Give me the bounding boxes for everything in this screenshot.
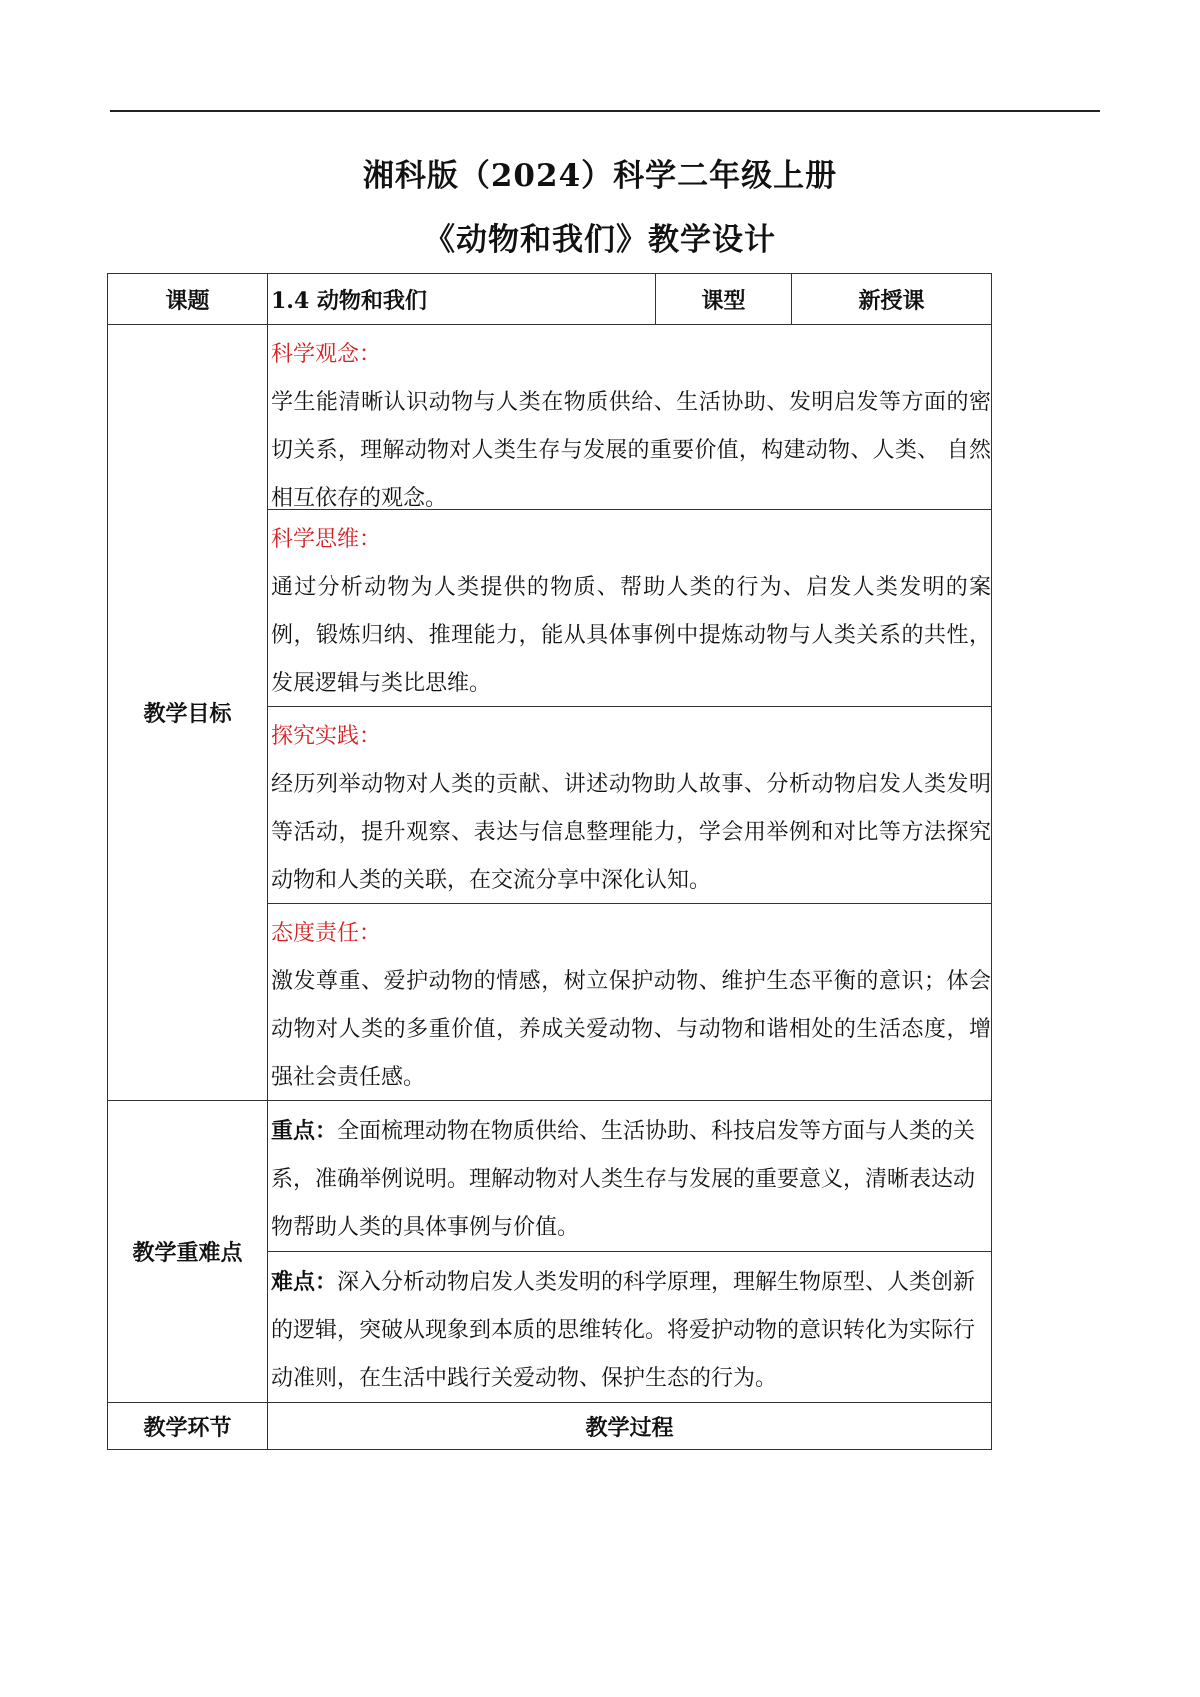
focus-body: 全面梳理动物在物质供给、生活协助、科技启发等方面与人类的关系，准确举例说明。理解动物对人类生存与发展的重要意义，清晰表达动物帮助人类的具体事例与价值。 bbox=[271, 1119, 976, 1240]
process-header-row bbox=[108, 1403, 992, 1450]
document-title: 湘科版（2024）科学二年级上册 bbox=[362, 158, 838, 194]
objective-heading: 科学思维： bbox=[271, 527, 382, 552]
objective-heading: 探究实践： bbox=[271, 724, 382, 749]
objective-heading: 科学观念： bbox=[271, 342, 382, 367]
lesson-type-label: 课型 bbox=[656, 274, 792, 325]
objective-cell bbox=[268, 325, 992, 510]
objective-cell bbox=[268, 510, 992, 707]
topic-label: 课题 bbox=[108, 274, 268, 325]
focus-cell bbox=[268, 1101, 992, 1252]
objective-heading: 态度责任： bbox=[271, 921, 382, 946]
objective-body: 通过分析动物为人类提供的物质、帮助人类的行为、启发人类发明的案例，锻炼归纳、推理能力，能从具体事例中提炼动物与人类关系的共性，发展逻辑与类比思维。 bbox=[271, 575, 991, 696]
document-subtitle: 《动物和我们》教学设计 bbox=[424, 222, 776, 258]
focus-row bbox=[108, 1101, 992, 1252]
focus-lead: 重点： bbox=[271, 1118, 338, 1144]
lesson-type-value: 新授课 bbox=[792, 274, 992, 325]
topic-value: 1.4 动物和我们 bbox=[268, 274, 656, 325]
top-rule bbox=[110, 110, 1100, 112]
objective-row-concept bbox=[108, 325, 992, 510]
objectives-label: 教学目标 bbox=[108, 325, 268, 1101]
objective-body: 激发尊重、爱护动物的情感，树立保护动物、维护生态平衡的意识；体会动物对人类的多重价值，养成关爱动物、与动物和谐相处的生活态度，增强社会责任感。 bbox=[271, 969, 991, 1090]
difficulty-cell bbox=[268, 1252, 992, 1403]
objective-cell bbox=[268, 707, 992, 904]
difficulty-body: 深入分析动物启发人类发明的科学原理，理解生物原型、人类创新的逻辑，突破从现象到本质的思维转化。将爱护动物的意识转化为实际行动准则，在生活中践行关爱动物、保护生态的行为。 bbox=[271, 1270, 976, 1391]
lesson-plan-table bbox=[107, 273, 992, 1450]
key-points-label: 教学重难点 bbox=[108, 1101, 268, 1403]
topic-row bbox=[108, 274, 992, 325]
objective-cell bbox=[268, 904, 992, 1101]
process-label: 教学过程 bbox=[268, 1403, 992, 1450]
difficulty-lead: 难点： bbox=[271, 1269, 338, 1295]
stage-label: 教学环节 bbox=[108, 1403, 268, 1450]
objective-body: 学生能清晰认识动物与人类在物质供给、生活协助、发明启发等方面的密切关系，理解动物对人类生存与发展的重要价值，构建动物、人类、 自然相互依存的观念。 bbox=[271, 390, 991, 511]
objective-body: 经历列举动物对人类的贡献、讲述动物助人故事、分析动物启发人类发明等活动，提升观察、表达与信息整理能力，学会用举例和对比等方法探究动物和人类的关联，在交流分享中深化认知。 bbox=[271, 772, 991, 893]
